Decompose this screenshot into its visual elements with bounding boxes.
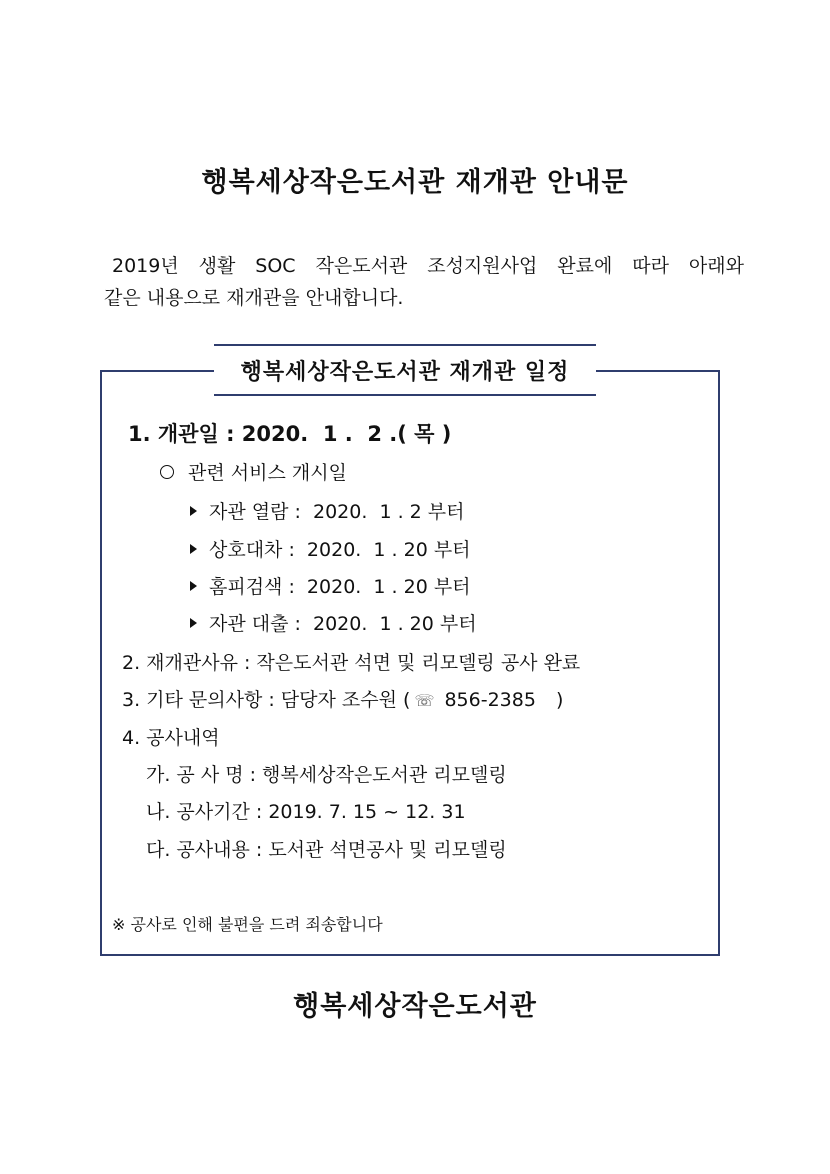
work-item: 다. 공사내용 : 도서관 석면공사 및 리모델링 xyxy=(146,839,507,861)
service-item xyxy=(190,535,471,562)
work-item: 나. 공사기간 : 2019. 7. 15 ~ 12. 31 xyxy=(146,801,466,823)
reopen-reason: 2. 재개관사유 : 작은도서관 석면 및 리모델링 공사 완료 xyxy=(122,652,581,674)
services-heading-text: 관련 서비스 개시일 xyxy=(188,462,347,484)
apology-note: ※ 공사로 인해 불편을 드려 죄송합니다 xyxy=(112,915,383,934)
service-item xyxy=(190,572,471,599)
triangle-bullet-icon xyxy=(190,544,197,554)
service-item-text: 상호대차 : 2020. 1 . 20 부터 xyxy=(209,539,471,561)
triangle-bullet-icon xyxy=(190,581,197,591)
contact-suffix: ) xyxy=(549,689,564,711)
opening-date: 1. 개관일 : 2020. 1 . 2 .( 목 ) xyxy=(128,422,452,446)
schedule-box-header xyxy=(214,344,596,396)
service-item-text: 자관 열람 : 2020. 1 . 2 부터 xyxy=(209,501,465,523)
service-item-text: 자관 대출 : 2020. 1 . 20 부터 xyxy=(209,613,477,635)
service-item xyxy=(190,497,465,524)
intro-line-2: 같은 내용으로 재개관을 안내합니다. xyxy=(104,287,404,309)
phone-icon: ☏ xyxy=(414,691,435,710)
triangle-bullet-icon xyxy=(190,506,197,516)
contact-prefix: 3. 기타 문의사항 : 담당자 조수원 ( xyxy=(122,689,411,711)
work-heading: 4. 공사내역 xyxy=(122,727,220,749)
work-item: 가. 공 사 명 : 행복세상작은도서관 리모델링 xyxy=(146,764,507,786)
intro-line-1: 2019년 생활 SOC 작은도서관 조성지원사업 완료에 따라 아래와 xyxy=(112,255,744,277)
contact-line xyxy=(122,685,563,712)
hollow-circle-icon xyxy=(160,465,174,479)
services-heading xyxy=(160,458,347,485)
document-title: 행복세상작은도서관 재개관 안내문 xyxy=(201,167,629,198)
intro-paragraph xyxy=(104,250,744,314)
contact-number: 856-2385 xyxy=(444,689,536,711)
service-item xyxy=(190,609,477,636)
schedule-box-title: 행복세상작은도서관 재개관 일정 xyxy=(240,360,570,385)
footer-signature: 행복세상작은도서관 xyxy=(293,991,537,1022)
triangle-bullet-icon xyxy=(190,618,197,628)
service-item-text: 홈피검색 : 2020. 1 . 20 부터 xyxy=(209,576,471,598)
